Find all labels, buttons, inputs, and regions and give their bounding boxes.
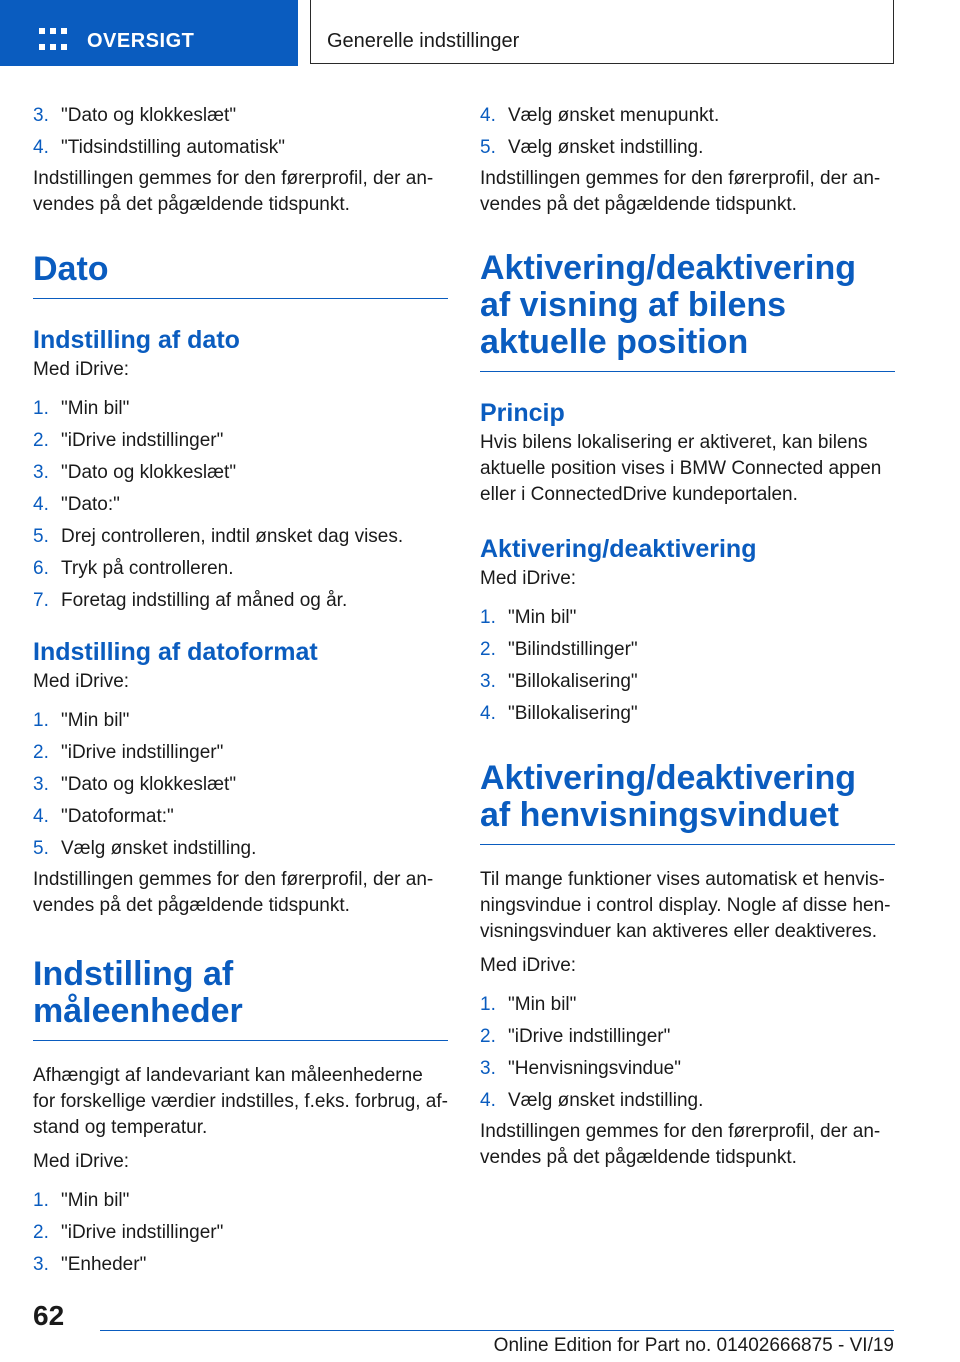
list-item: 3. "Henvisningsvindue" [480, 1058, 681, 1079]
list-item: 4. Vælg ønsket menupunkt. [480, 105, 720, 126]
list-item: 2. "iDrive indstillinger" [33, 430, 224, 451]
step-list [480, 100, 895, 164]
page-number: 62 [33, 1300, 65, 1331]
list-item: 6. Tryk på controlleren. [33, 558, 234, 579]
med-idrive-label: Med iDrive: [480, 568, 577, 589]
list-item: 1. "Min bil" [33, 710, 130, 731]
section-heading-position: Aktivering/deaktivering af visning af bilens aktuelle position [480, 250, 895, 372]
med-idrive-label: Med iDrive: [33, 359, 130, 380]
overview-tab[interactable] [0, 0, 298, 66]
paragraph: Indstillingen gemmes for den førerprofil, der anvendes på det pågældende tidspunkt. [33, 168, 434, 215]
section-heading-maaleenheder: Indstilling af måleenheder [33, 956, 448, 1041]
paragraph: Indstillingen gemmes for den førerprofil, der anvendes på det pågældende tidspunkt. [480, 1121, 881, 1168]
edition-note: Online Edition for Part no. 01402666875 - VI/19 [493, 1335, 894, 1356]
med-idrive-label: Med iDrive: [480, 955, 577, 976]
chapter-tab[interactable] [310, 0, 894, 64]
list-item: 4. "Dato:" [33, 494, 120, 515]
paragraph: Hvis bilens lokalisering er aktiveret, kan bilens aktuelle position vises i BMW Connected appen eller i ConnectedDrive kundeportalen. [480, 432, 882, 505]
chapter-title: Generelle indstillinger [327, 30, 520, 52]
paragraph: Til mange funktioner vises automatisk et henvisningsvindue i control display. Nogle af disse henvisningsvinduer kan aktiveres eller deaktiveres. [480, 869, 891, 942]
list-item: 3. "Dato og klokkeslæt" [33, 774, 237, 795]
overview-label: OVERSIGT [87, 30, 195, 52]
subheading-datoformat: Indstilling af datoformat [33, 638, 318, 666]
step-list [33, 1185, 448, 1281]
list-item: 4. "Billokalisering" [480, 703, 638, 724]
step-list [480, 602, 895, 730]
right-column [480, 100, 895, 1171]
footer-divider [100, 1330, 894, 1331]
list-item: 2. "iDrive indstillinger" [480, 1026, 671, 1047]
subheading-aktivering: Aktivering/deaktivering [480, 535, 757, 563]
list-item: 3. "Dato og klokkeslæt" [33, 105, 237, 126]
med-idrive-label: Med iDrive: [33, 1151, 130, 1172]
step-list [33, 100, 448, 164]
subheading-princip: Princip [480, 399, 565, 427]
list-item: 3. "Billokalisering" [480, 671, 638, 692]
list-item: 5. Drej controlleren, indtil ønsket dag vises. [33, 526, 404, 547]
list-item: 3. "Enheder" [33, 1254, 147, 1275]
list-item: 1. "Min bil" [480, 994, 577, 1015]
list-item: 4. Vælg ønsket indstilling. [480, 1090, 704, 1111]
paragraph: Indstillingen gemmes for den førerprofil, der anvendes på det pågældende tidspunkt. [480, 168, 881, 215]
step-list [33, 705, 448, 865]
step-list [480, 989, 895, 1117]
page-header [0, 0, 960, 66]
step-list [33, 393, 448, 617]
med-idrive-label: Med iDrive: [33, 671, 130, 692]
list-item: 7. Foretag indstilling af måned og år. [33, 590, 348, 611]
list-item: 5. Vælg ønsket indstilling. [480, 137, 704, 158]
list-item: 5. Vælg ønsket indstilling. [33, 838, 257, 859]
list-item: 1. "Min bil" [33, 398, 130, 419]
list-item: 3. "Dato og klokkeslæt" [33, 462, 237, 483]
section-heading-dato: Dato [33, 251, 448, 299]
list-item: 2. "iDrive indstillinger" [33, 1222, 224, 1243]
subheading-indstilling-dato: Indstilling af dato [33, 326, 240, 354]
list-item: 2. "iDrive indstillinger" [33, 742, 224, 763]
list-item: 4. "Tidsindstilling automatisk" [33, 137, 285, 158]
list-item: 4. "Datoformat:" [33, 806, 174, 827]
list-item: 2. "Bilindstillinger" [480, 639, 638, 660]
section-heading-henvisning: Aktivering/deaktivering af henvisningsvinduet [480, 760, 895, 845]
list-item: 1. "Min bil" [33, 1190, 130, 1211]
paragraph: Indstillingen gemmes for den førerprofil, der anvendes på det pågældende tidspunkt. [33, 869, 434, 916]
list-item: 1. "Min bil" [480, 607, 577, 628]
paragraph: Afhængigt af landevariant kan måleenhederne for forskellige værdier indstilles, f.eks. forbrug, afstand og temperatur. [33, 1065, 448, 1138]
left-column [33, 100, 448, 1281]
grid-icon [39, 28, 67, 52]
